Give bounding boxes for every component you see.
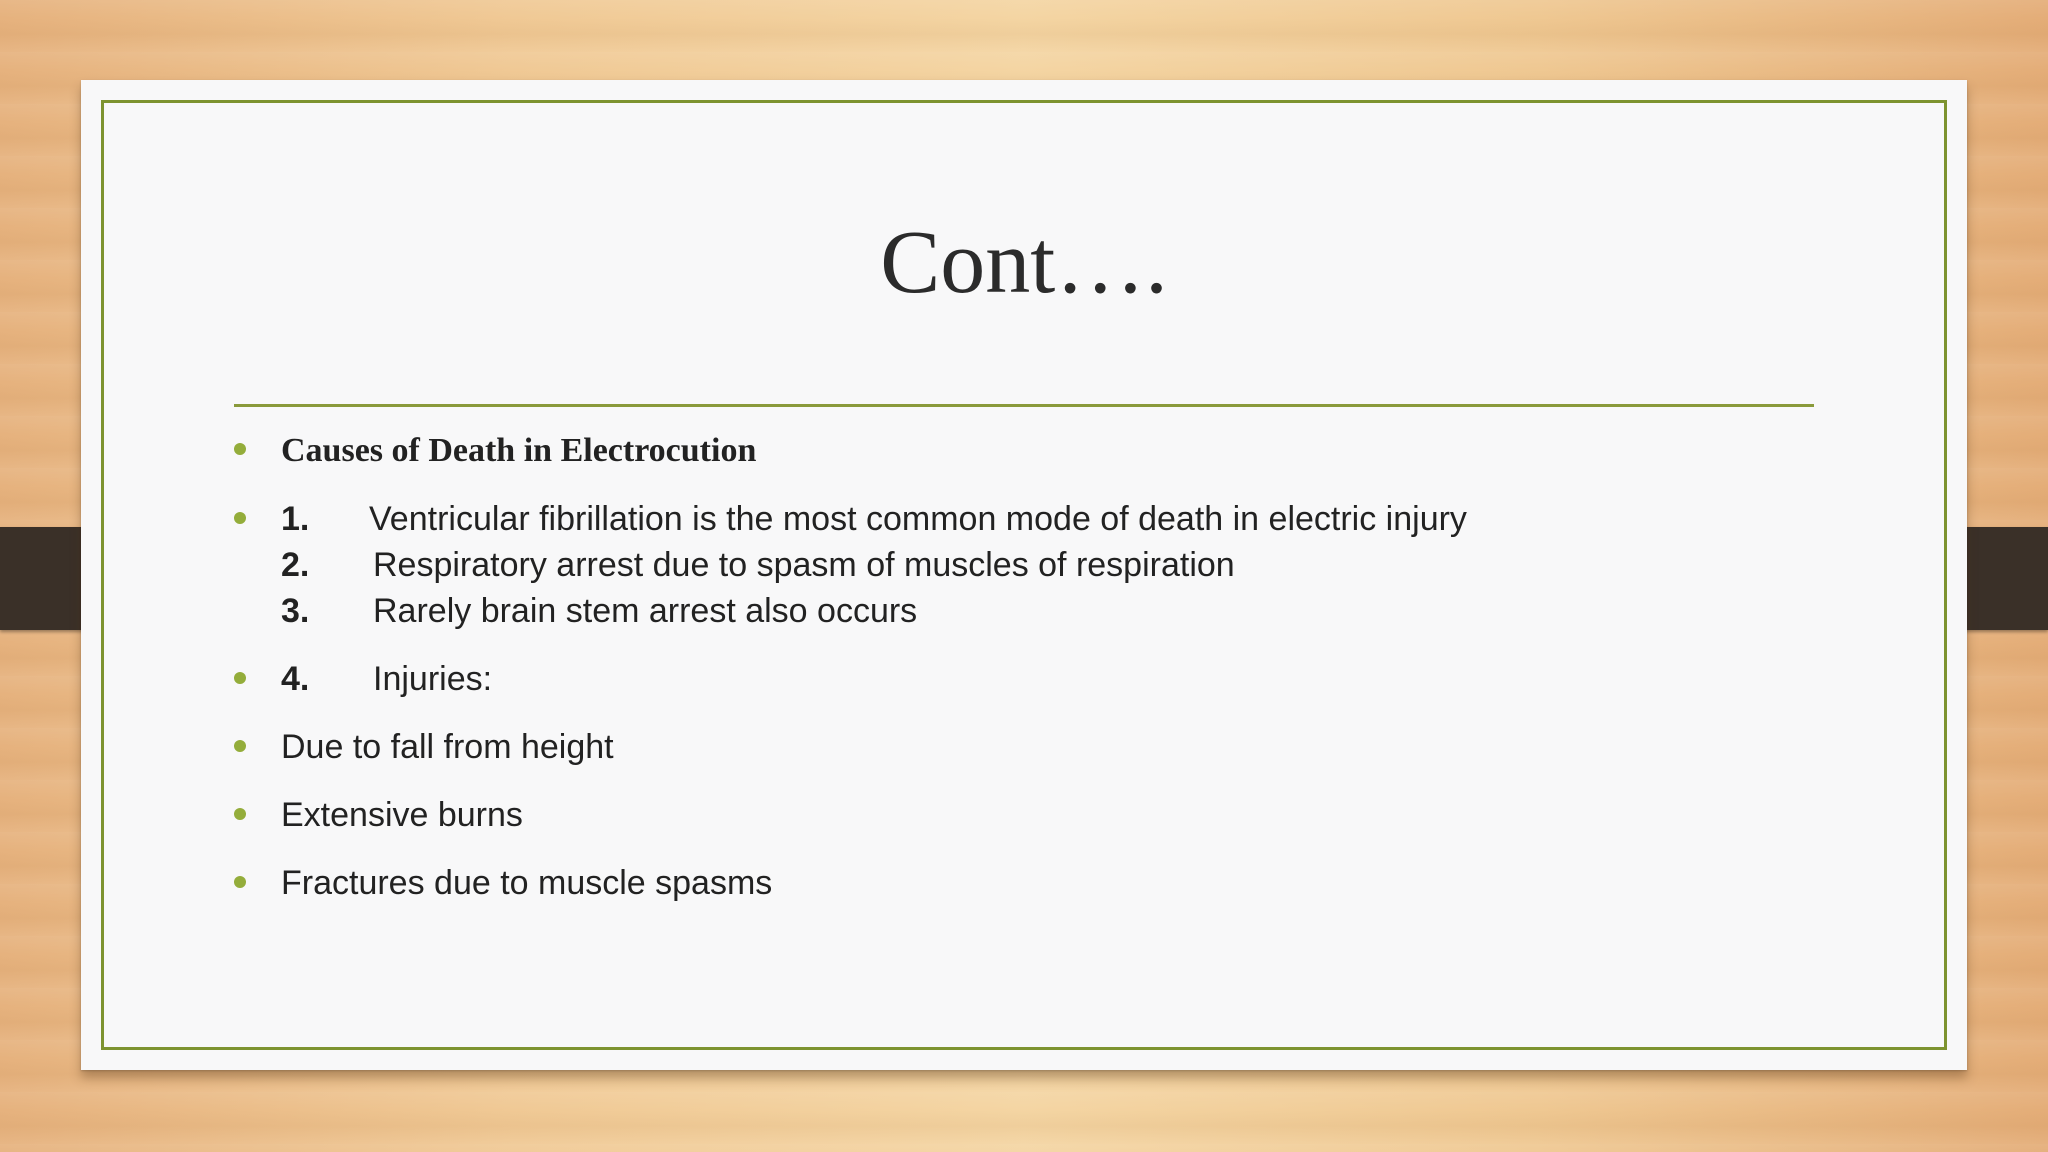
item-text: Ventricular fibrillation is the most common mode of death in electric injury [369, 500, 1467, 538]
item-text: Fractures due to muscle spasms [281, 864, 773, 902]
item-text: Extensive burns [281, 796, 523, 834]
item-number: 2. [281, 546, 310, 584]
list-heading: Causes of Death in Electrocution [281, 432, 757, 469]
bullet-dot [234, 512, 246, 524]
bullet-dot [234, 740, 246, 752]
item-text: Respiratory arrest due to spasm of muscles of respiration [373, 546, 1235, 584]
item-number: 3. [281, 592, 310, 630]
bullet-dot [234, 808, 246, 820]
bullet-dot [234, 672, 246, 684]
slide-title: Cont…. [880, 213, 1168, 312]
item-text: Due to fall from height [281, 728, 614, 766]
item-text: Injuries: [373, 660, 493, 698]
item-text: Rarely brain stem arrest also occurs [373, 592, 918, 630]
item-number: 4. [281, 660, 310, 698]
title-divider [234, 404, 1814, 407]
bullet-dot [234, 443, 246, 455]
bullet-dot [234, 876, 246, 888]
item-number: 1. [281, 500, 310, 538]
